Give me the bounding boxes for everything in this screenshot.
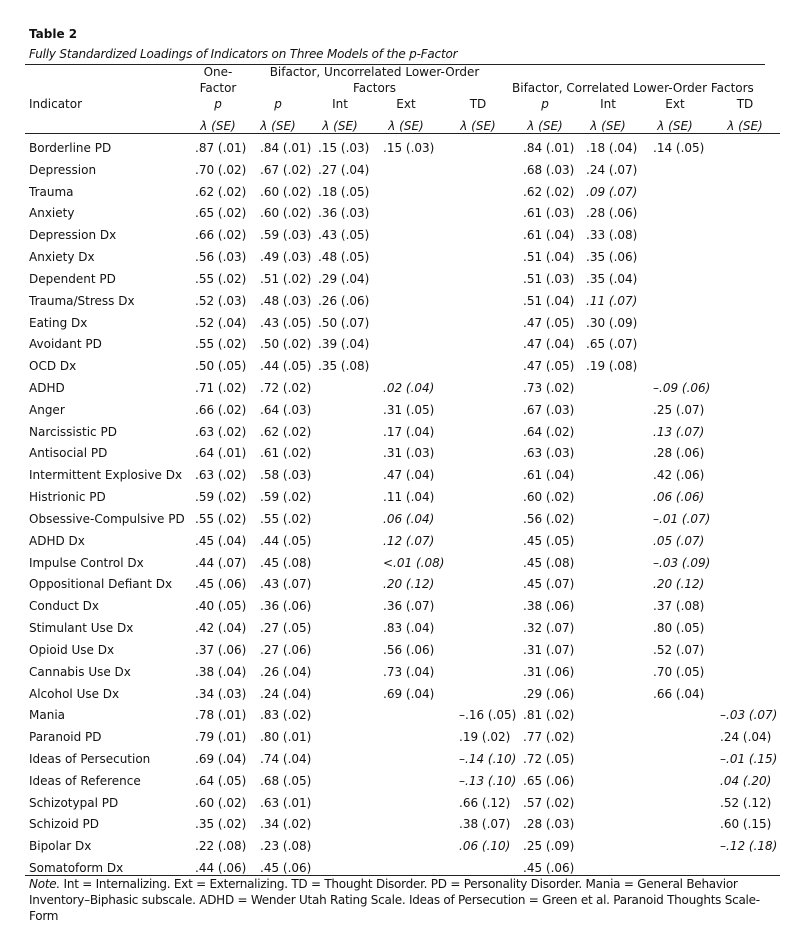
table-row xyxy=(0,748,785,770)
correlated-ext-cell: –.01 (.07) xyxy=(653,511,711,526)
table-row xyxy=(0,595,785,617)
indicator-name: Obsessive-Compulsive PD xyxy=(29,511,185,526)
table-row xyxy=(0,399,785,421)
indicator-name: Eating Dx xyxy=(29,315,88,330)
uncorrelated-p-cell: .59 (.02) xyxy=(260,490,312,505)
correlated-p-cell: .57 (.02) xyxy=(523,795,575,810)
table-row xyxy=(0,159,785,181)
indicator-name: Depression Dx xyxy=(29,228,117,243)
one-factor-p-cell: .37 (.06) xyxy=(195,642,247,657)
uncorrelated-p-cell: .34 (.02) xyxy=(260,817,312,832)
correlated-ext-cell: .37 (.08) xyxy=(653,599,705,614)
indicator-name: Borderline PD xyxy=(29,141,112,155)
table-row xyxy=(0,573,785,595)
one-factor-p-cell: .59 (.02) xyxy=(195,490,247,505)
one-factor-p-cell: .35 (.02) xyxy=(195,817,247,832)
table-row xyxy=(0,290,785,312)
uncorrelated-p-cell: .45 (.08) xyxy=(260,555,312,570)
stat-label-correlated-ext: λ (SE) xyxy=(657,119,693,133)
one-factor-p-cell: .79 (.01) xyxy=(195,730,247,745)
correlated-p-cell: .25 (.09) xyxy=(523,839,575,854)
uncorrelated-p-cell: .43 (.05) xyxy=(260,315,312,330)
uncorrelated-ext-cell: .47 (.04) xyxy=(383,468,435,483)
subheader-uncorrelated-td: TD xyxy=(469,97,487,111)
uncorrelated-int-cell: .36 (.03) xyxy=(318,206,370,221)
correlated-int-cell: .24 (.07) xyxy=(586,162,638,177)
header-one-factor-2: Factor xyxy=(199,81,237,95)
one-factor-p-cell: .52 (.03) xyxy=(195,293,247,308)
uncorrelated-ext-cell: .31 (.03) xyxy=(383,446,435,461)
correlated-p-cell: .51 (.04) xyxy=(523,250,575,265)
correlated-ext-cell: .66 (.04) xyxy=(653,686,705,701)
correlated-p-cell: .63 (.03) xyxy=(523,446,575,461)
correlated-int-cell: .18 (.04) xyxy=(586,141,638,155)
subheader-uncorrelated-int: Int xyxy=(332,97,348,111)
indicator-name: ADHD Dx xyxy=(29,533,85,548)
uncorrelated-p-cell: .26 (.04) xyxy=(260,664,312,679)
table-row xyxy=(0,617,785,639)
table-caption: Fully Standardized Loadings of Indicators on Three Models of the p-Factor xyxy=(29,47,458,61)
table-row xyxy=(0,661,785,683)
stat-label-correlated-int: λ (SE) xyxy=(590,119,626,133)
indicator-name: Trauma xyxy=(29,184,74,199)
correlated-p-cell: .62 (.02) xyxy=(523,184,575,199)
table-row xyxy=(0,312,785,334)
correlated-int-cell: .30 (.09) xyxy=(586,315,638,330)
correlated-td-cell: .24 (.04) xyxy=(720,730,772,745)
table-row xyxy=(0,246,785,268)
uncorrelated-td-cell: –.16 (.05) xyxy=(459,708,517,723)
header-bifactor-uncorrelated-1: Bifactor, Uncorrelated Lower-Order xyxy=(269,65,480,79)
one-factor-p-cell: .44 (.07) xyxy=(195,555,247,570)
uncorrelated-p-cell: .72 (.02) xyxy=(260,381,312,396)
uncorrelated-p-cell: .60 (.02) xyxy=(260,184,312,199)
indicator-name: Schizoid PD xyxy=(29,817,100,832)
indicator-name: Conduct Dx xyxy=(29,599,100,614)
uncorrelated-ext-cell: <.01 (.08) xyxy=(383,555,445,570)
one-factor-p-cell: .63 (.02) xyxy=(195,424,247,439)
table-row xyxy=(0,792,785,814)
header-rule xyxy=(25,133,780,134)
uncorrelated-p-cell: .23 (.08) xyxy=(260,839,312,854)
one-factor-p-cell: .66 (.02) xyxy=(195,228,247,243)
uncorrelated-ext-cell: .11 (.04) xyxy=(383,490,435,505)
uncorrelated-p-cell: .45 (.06) xyxy=(260,861,312,876)
uncorrelated-p-cell: .49 (.03) xyxy=(260,250,312,265)
indicator-name: Mania xyxy=(29,708,65,723)
header-bifactor-correlated: Bifactor, Correlated Lower-Order Factors xyxy=(512,81,754,95)
uncorrelated-int-cell: .35 (.08) xyxy=(318,359,370,374)
table-row xyxy=(0,639,785,661)
indicator-name: Paranoid PD xyxy=(29,730,102,745)
uncorrelated-p-cell: .24 (.04) xyxy=(260,686,312,701)
uncorrelated-td-cell: .19 (.02) xyxy=(459,730,511,745)
indicator-name: Impulse Control Dx xyxy=(29,555,144,570)
correlated-p-cell: .47 (.04) xyxy=(523,337,575,352)
uncorrelated-ext-cell: .06 (.04) xyxy=(383,511,435,526)
correlated-ext-cell: .70 (.05) xyxy=(653,664,705,679)
indicator-name: Oppositional Defiant Dx xyxy=(29,577,173,592)
correlated-ext-cell: .06 (.06) xyxy=(653,490,705,505)
correlated-int-cell: .11 (.07) xyxy=(586,293,638,308)
correlated-p-cell: .38 (.06) xyxy=(523,599,575,614)
uncorrelated-p-cell: .68 (.05) xyxy=(260,773,312,788)
indicator-name: Intermittent Explosive Dx xyxy=(29,468,183,483)
uncorrelated-p-cell: .83 (.02) xyxy=(260,708,312,723)
correlated-p-cell: .67 (.03) xyxy=(523,402,575,417)
uncorrelated-int-cell: .15 (.03) xyxy=(318,141,370,155)
correlated-p-cell: .84 (.01) xyxy=(523,141,575,155)
table-row xyxy=(0,813,785,835)
uncorrelated-p-cell: .84 (.01) xyxy=(260,141,312,155)
uncorrelated-int-cell: .29 (.04) xyxy=(318,271,370,286)
uncorrelated-td-cell: .66 (.12) xyxy=(459,795,511,810)
one-factor-p-cell: .55 (.02) xyxy=(195,271,247,286)
indicator-name: Narcissistic PD xyxy=(29,424,117,439)
table-row xyxy=(0,726,785,748)
uncorrelated-ext-cell: .83 (.04) xyxy=(383,621,435,636)
one-factor-p-cell: .55 (.02) xyxy=(195,337,247,352)
uncorrelated-int-cell: .27 (.04) xyxy=(318,162,370,177)
table-row xyxy=(0,464,785,486)
correlated-ext-cell: .13 (.07) xyxy=(653,424,705,439)
header-one-factor-1: One- xyxy=(203,65,233,79)
uncorrelated-p-cell: .64 (.03) xyxy=(260,402,312,417)
uncorrelated-int-cell: .26 (.06) xyxy=(318,293,370,308)
correlated-p-cell: .29 (.06) xyxy=(523,686,575,701)
uncorrelated-ext-cell: .56 (.06) xyxy=(383,642,435,657)
uncorrelated-p-cell: .67 (.02) xyxy=(260,162,312,177)
correlated-ext-cell: –.09 (.06) xyxy=(653,381,711,396)
table-row xyxy=(0,683,785,705)
correlated-p-cell: .60 (.02) xyxy=(523,490,575,505)
table-row xyxy=(0,137,785,159)
one-factor-p-cell: .50 (.05) xyxy=(195,359,247,374)
uncorrelated-p-cell: .44 (.05) xyxy=(260,533,312,548)
uncorrelated-int-cell: .43 (.05) xyxy=(318,228,370,243)
correlated-ext-cell: .42 (.06) xyxy=(653,468,705,483)
correlated-int-cell: .09 (.07) xyxy=(586,184,638,199)
correlated-p-cell: .45 (.05) xyxy=(523,533,575,548)
correlated-p-cell: .56 (.02) xyxy=(523,511,575,526)
correlated-p-cell: .45 (.08) xyxy=(523,555,575,570)
one-factor-p-cell: .42 (.04) xyxy=(195,621,247,636)
correlated-p-cell: .61 (.04) xyxy=(523,468,575,483)
correlated-p-cell: .31 (.06) xyxy=(523,664,575,679)
indicator-name: Alcohol Use Dx xyxy=(29,686,120,701)
correlated-td-cell: –.12 (.18) xyxy=(720,839,778,854)
table-row xyxy=(0,486,785,508)
correlated-p-cell: .32 (.07) xyxy=(523,621,575,636)
subheader-correlated-td: TD xyxy=(736,97,754,111)
one-factor-p-cell: .22 (.08) xyxy=(195,839,247,854)
uncorrelated-p-cell: .62 (.02) xyxy=(260,424,312,439)
uncorrelated-ext-cell: .17 (.04) xyxy=(383,424,435,439)
correlated-p-cell: .45 (.06) xyxy=(523,861,575,876)
table-row xyxy=(0,181,785,203)
indicator-name: Depression xyxy=(29,162,97,177)
correlated-p-cell: .73 (.02) xyxy=(523,381,575,396)
correlated-ext-cell: .80 (.05) xyxy=(653,621,705,636)
uncorrelated-ext-cell: .12 (.07) xyxy=(383,533,435,548)
table-row xyxy=(0,333,785,355)
correlated-p-cell: .77 (.02) xyxy=(523,730,575,745)
correlated-p-cell: .61 (.04) xyxy=(523,228,575,243)
uncorrelated-ext-cell: .36 (.07) xyxy=(383,599,435,614)
uncorrelated-p-cell: .48 (.03) xyxy=(260,293,312,308)
correlated-p-cell: .72 (.05) xyxy=(523,751,575,766)
correlated-ext-cell: .25 (.07) xyxy=(653,402,705,417)
correlated-p-cell: .45 (.07) xyxy=(523,577,575,592)
subheader-correlated-p: p xyxy=(541,97,549,111)
indicator-name: Opioid Use Dx xyxy=(29,642,115,657)
stat-label-correlated-td: λ (SE) xyxy=(727,119,763,133)
correlated-td-cell: .60 (.15) xyxy=(720,817,772,832)
table-note xyxy=(29,876,769,924)
indicator-name: Histrionic PD xyxy=(29,490,106,505)
table-row xyxy=(0,770,785,792)
uncorrelated-p-cell: .80 (.01) xyxy=(260,730,312,745)
one-factor-p-cell: .44 (.06) xyxy=(195,861,247,876)
correlated-p-cell: .47 (.05) xyxy=(523,315,575,330)
subheader-uncorrelated-ext: Ext xyxy=(396,97,416,111)
indicator-name: Bipolar Dx xyxy=(29,839,92,854)
indicator-name: Somatoform Dx xyxy=(29,861,124,876)
table-row xyxy=(0,530,785,552)
correlated-int-cell: .28 (.06) xyxy=(586,206,638,221)
correlated-ext-cell: .05 (.07) xyxy=(653,533,705,548)
uncorrelated-p-cell: .50 (.02) xyxy=(260,337,312,352)
one-factor-p-cell: .56 (.03) xyxy=(195,250,247,265)
uncorrelated-int-cell: .39 (.04) xyxy=(318,337,370,352)
indicator-name: Stimulant Use Dx xyxy=(29,621,134,636)
table-row xyxy=(0,377,785,399)
indicator-name: Anxiety xyxy=(29,206,75,221)
uncorrelated-td-cell: .06 (.10) xyxy=(459,839,511,854)
uncorrelated-p-cell: .59 (.03) xyxy=(260,228,312,243)
table-row xyxy=(0,704,785,726)
uncorrelated-p-cell: .27 (.05) xyxy=(260,621,312,636)
table-row xyxy=(0,508,785,530)
stat-label-uncorrelated-int: λ (SE) xyxy=(322,119,358,133)
correlated-p-cell: .61 (.03) xyxy=(523,206,575,221)
stat-label-uncorrelated-td: λ (SE) xyxy=(460,119,496,133)
uncorrelated-td-cell: .38 (.07) xyxy=(459,817,511,832)
one-factor-p-cell: .64 (.01) xyxy=(195,446,247,461)
one-factor-p-cell: .45 (.06) xyxy=(195,577,247,592)
header-bifactor-uncorrelated-2: Factors xyxy=(353,81,396,95)
correlated-int-cell: .65 (.07) xyxy=(586,337,638,352)
stat-label-one-factor-p: λ (SE) xyxy=(200,119,236,133)
table-row xyxy=(0,355,785,377)
correlated-p-cell: .28 (.03) xyxy=(523,817,575,832)
one-factor-p-cell: .40 (.05) xyxy=(195,599,247,614)
indicator-name: Schizotypal PD xyxy=(29,795,119,810)
table-row xyxy=(0,835,785,857)
one-factor-p-cell: .87 (.01) xyxy=(195,141,247,155)
uncorrelated-p-cell: .58 (.03) xyxy=(260,468,312,483)
one-factor-p-cell: .55 (.02) xyxy=(195,511,247,526)
one-factor-p-cell: .78 (.01) xyxy=(195,708,247,723)
one-factor-p-cell: .52 (.04) xyxy=(195,315,247,330)
table-row xyxy=(0,421,785,443)
uncorrelated-ext-cell: .20 (.12) xyxy=(383,577,435,592)
correlated-ext-cell: .52 (.07) xyxy=(653,642,705,657)
indicator-name: Anxiety Dx xyxy=(29,250,95,265)
stat-label-uncorrelated-p: λ (SE) xyxy=(260,119,296,133)
correlated-ext-cell: .28 (.06) xyxy=(653,446,705,461)
indicator-name: Avoidant PD xyxy=(29,337,102,352)
table-row xyxy=(0,202,785,224)
table-number: Table 2 xyxy=(29,27,78,41)
uncorrelated-int-cell: .18 (.05) xyxy=(318,184,370,199)
correlated-int-cell: .19 (.08) xyxy=(586,359,638,374)
correlated-p-cell: .81 (.02) xyxy=(523,708,575,723)
indicator-name: Dependent PD xyxy=(29,271,116,286)
one-factor-p-cell: .65 (.02) xyxy=(195,206,247,221)
stat-label-correlated-p: λ (SE) xyxy=(527,119,563,133)
uncorrelated-int-cell: .50 (.07) xyxy=(318,315,370,330)
correlated-ext-cell: .14 (.05) xyxy=(653,141,705,155)
correlated-p-cell: .68 (.03) xyxy=(523,162,575,177)
uncorrelated-p-cell: .27 (.06) xyxy=(260,642,312,657)
correlated-int-cell: .33 (.08) xyxy=(586,228,638,243)
correlated-p-cell: .51 (.03) xyxy=(523,271,575,286)
correlated-p-cell: .64 (.02) xyxy=(523,424,575,439)
correlated-td-cell: .52 (.12) xyxy=(720,795,772,810)
uncorrelated-p-cell: .63 (.01) xyxy=(260,795,312,810)
uncorrelated-p-cell: .61 (.02) xyxy=(260,446,312,461)
uncorrelated-p-cell: .44 (.05) xyxy=(260,359,312,374)
indicator-name: Cannabis Use Dx xyxy=(29,664,131,679)
uncorrelated-p-cell: .74 (.04) xyxy=(260,751,312,766)
table-row xyxy=(0,224,785,246)
one-factor-p-cell: .70 (.02) xyxy=(195,162,247,177)
one-factor-p-cell: .62 (.02) xyxy=(195,184,247,199)
uncorrelated-ext-cell: .02 (.04) xyxy=(383,381,435,396)
uncorrelated-p-cell: .55 (.02) xyxy=(260,511,312,526)
one-factor-p-cell: .69 (.04) xyxy=(195,751,247,766)
uncorrelated-p-cell: .60 (.02) xyxy=(260,206,312,221)
uncorrelated-ext-cell: .73 (.04) xyxy=(383,664,435,679)
indicator-name: ADHD xyxy=(29,381,65,396)
uncorrelated-ext-cell: .15 (.03) xyxy=(383,141,435,155)
correlated-td-cell: –.03 (.07) xyxy=(720,708,778,723)
note-label: Note. xyxy=(29,877,60,891)
subheader-uncorrelated-p: p xyxy=(274,97,282,111)
uncorrelated-p-cell: .51 (.02) xyxy=(260,271,312,286)
correlated-td-cell: .04 (.20) xyxy=(720,773,772,788)
one-factor-p-cell: .34 (.03) xyxy=(195,686,247,701)
uncorrelated-p-cell: .43 (.07) xyxy=(260,577,312,592)
correlated-int-cell: .35 (.06) xyxy=(586,250,638,265)
one-factor-p-cell: .38 (.04) xyxy=(195,664,247,679)
uncorrelated-td-cell: –.13 (.10) xyxy=(459,773,517,788)
one-factor-p-cell: .71 (.02) xyxy=(195,381,247,396)
uncorrelated-int-cell: .48 (.05) xyxy=(318,250,370,265)
one-factor-p-cell: .64 (.05) xyxy=(195,773,247,788)
one-factor-p-cell: .45 (.04) xyxy=(195,533,247,548)
subheader-correlated-ext: Ext xyxy=(665,97,685,111)
uncorrelated-ext-cell: .31 (.05) xyxy=(383,402,435,417)
one-factor-p-cell: .66 (.02) xyxy=(195,402,247,417)
table-row xyxy=(0,442,785,464)
indicator-name: Ideas of Reference xyxy=(29,773,141,788)
stat-label-uncorrelated-ext: λ (SE) xyxy=(388,119,424,133)
indicator-name: Antisocial PD xyxy=(29,446,108,461)
correlated-int-cell: .35 (.04) xyxy=(586,271,638,286)
note-text: Int = Internalizing. Ext = Externalizing. TD = Thought Disorder. PD = Personality Disorder. Mania = General Behavior Inventory–Biphasic subscale. ADHD = Wender Utah Rating Scale. Ideas of Persecution = Green et al. Paranoid Thoughts Scale-Form xyxy=(29,877,760,923)
correlated-ext-cell: .20 (.12) xyxy=(653,577,705,592)
table-row xyxy=(0,552,785,574)
subheader-one-factor-p: p xyxy=(214,97,222,111)
one-factor-p-cell: .60 (.02) xyxy=(195,795,247,810)
indicator-name: Anger xyxy=(29,402,65,417)
uncorrelated-td-cell: –.14 (.10) xyxy=(459,751,517,766)
indicator-name: Trauma/Stress Dx xyxy=(29,293,135,308)
correlated-ext-cell: –.03 (.09) xyxy=(653,555,711,570)
header-indicator: Indicator xyxy=(29,97,83,111)
indicator-name: OCD Dx xyxy=(29,359,77,374)
table-row xyxy=(0,268,785,290)
correlated-p-cell: .51 (.04) xyxy=(523,293,575,308)
correlated-p-cell: .47 (.05) xyxy=(523,359,575,374)
subheader-correlated-int: Int xyxy=(600,97,616,111)
indicator-name: Ideas of Persecution xyxy=(29,751,151,766)
uncorrelated-ext-cell: .69 (.04) xyxy=(383,686,435,701)
uncorrelated-p-cell: .36 (.06) xyxy=(260,599,312,614)
correlated-td-cell: –.01 (.15) xyxy=(720,751,778,766)
correlated-p-cell: .31 (.07) xyxy=(523,642,575,657)
one-factor-p-cell: .63 (.02) xyxy=(195,468,247,483)
correlated-p-cell: .65 (.06) xyxy=(523,773,575,788)
